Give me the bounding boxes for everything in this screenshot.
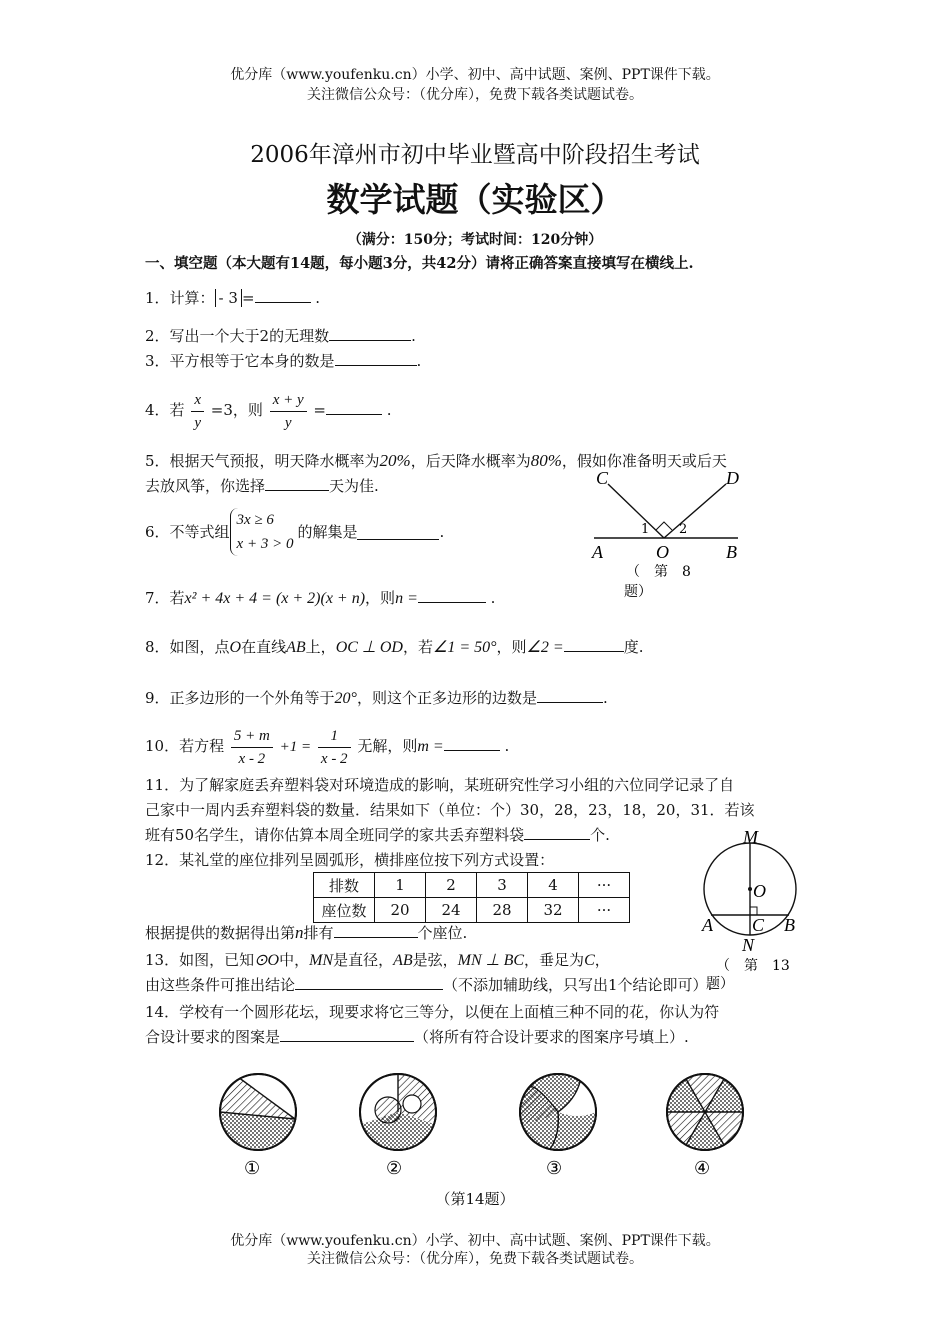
- q2-text: 2．写出一个大于2的无理数: [145, 327, 330, 345]
- question-12-tail: 根据提供的数据得出第n排有 个座位.: [145, 923, 468, 942]
- q3-answer-blank[interactable]: [335, 351, 417, 366]
- q1-abs: - 3: [215, 289, 242, 307]
- question-14-line-2: 合设计要求的图案是 （将所有符合设计要求的图案序号填上）.: [145, 1028, 689, 1046]
- q2-answer-blank[interactable]: [329, 326, 411, 341]
- footer-line-2: 关注微信公众号：（优分库），免费下载各类试题试卷。: [307, 1251, 643, 1267]
- pattern-label-2: ②: [386, 1158, 403, 1179]
- label-o: O: [753, 881, 766, 901]
- q5-prob-2: 80%: [530, 451, 562, 470]
- exam-subject: 数学试题（实验区）: [326, 180, 624, 219]
- label-o: O: [656, 542, 669, 562]
- angle-1-label: 1: [641, 522, 650, 537]
- fig13-caption-1: （ 第 13: [716, 958, 790, 974]
- pattern-label-1: ①: [244, 1158, 261, 1179]
- q8-answer-blank[interactable]: [564, 637, 624, 652]
- question-9: 9．正多边形的一个外角等于20°，则这个正多边形的边数是 .: [145, 689, 608, 707]
- q11-answer-blank[interactable]: [524, 825, 590, 840]
- q1-post: =: [241, 289, 255, 307]
- q6-answer-blank[interactable]: [357, 525, 439, 540]
- label-c: C: [752, 915, 765, 935]
- q12-answer-blank[interactable]: [334, 923, 418, 938]
- question-6: 6．不等式组 3x ≥ 6 x + 3 > 0 的解集是 .: [145, 508, 444, 556]
- question-12-intro: 12．某礼堂的座位排列呈圆弧形，横排座位按下列方式设置：: [145, 851, 555, 869]
- q10-answer-blank[interactable]: [444, 736, 500, 751]
- q5-prob-1: 20%: [379, 451, 411, 470]
- table-row: 座位数 20 24 28 32 ···: [314, 898, 630, 923]
- question-3: [145, 351, 421, 371]
- q7-answer-blank[interactable]: [418, 588, 486, 603]
- fig8-caption-2: 题）: [624, 584, 652, 600]
- q4-answer-blank[interactable]: [326, 400, 382, 415]
- pattern-4: [667, 1074, 743, 1150]
- q1-pre: 1．计算：: [145, 289, 215, 307]
- q10-fraction-1: $\frac{5 + m}{x - 2}$: [231, 725, 273, 770]
- question-5-line-2: 去放风筝，你选择 天为佳.: [145, 477, 379, 495]
- table-row: 排数 1 2 3 4 ···: [314, 873, 630, 898]
- question-13-line-1: 13．如图，已知⊙O中，MN是直径，AB是弦，MN ⊥ BC，垂足为C，: [145, 951, 610, 969]
- question-10: 10．若方程 $\frac{5 + m}{x - 2}$ +1 = $\frac{1}{x - 2}$ 无解，则m = .: [145, 722, 509, 771]
- question-13-line-2: 由这些条件可推出结论 （不添加辅助线，只写出1个结论即可）.: [145, 976, 713, 994]
- fig14-caption: （第14题）: [435, 1190, 515, 1208]
- q1-end: .: [315, 289, 321, 307]
- label-a: A: [592, 542, 603, 562]
- q2-end: .: [411, 327, 416, 345]
- section-heading: 一、填空题（本大题有14题，每小题3分，共42分）请将正确答案直接填写在横线上.: [145, 255, 694, 272]
- q12-seat-table: [313, 872, 630, 923]
- label-b: B: [784, 915, 795, 935]
- q13-answer-blank[interactable]: [295, 975, 443, 990]
- exam-info: （满分：150分；考试时间：120分钟）: [347, 232, 603, 248]
- label-m: M: [743, 827, 758, 847]
- q3-end: .: [416, 352, 422, 370]
- fig8-caption-1: （ 第 8: [626, 564, 691, 580]
- q1-answer-blank[interactable]: [255, 288, 311, 303]
- question-2: [145, 326, 416, 346]
- q9-answer-blank[interactable]: [537, 688, 603, 703]
- question-4: [145, 386, 392, 434]
- header-line-1: 优分库（www.youfenku.cn）小学、初中、高中试题、案例、PPT课件下载。: [230, 67, 720, 83]
- figure-q8: [586, 466, 746, 602]
- pattern-3: [520, 1074, 596, 1150]
- question-5-line-1: 5．根据天气预报，明天降水概率为20%，后天降水概率为80%，假如你准备明天或后天: [145, 451, 727, 470]
- footer-line-1: 优分库（www.youfenku.cn）小学、初中、高中试题、案例、PPT课件下载。: [230, 1233, 720, 1249]
- q4-pre: 4．若: [145, 401, 185, 419]
- pattern-label-3: ③: [546, 1158, 563, 1179]
- q6-inequality-system: 3x ≥ 6 x + 3 > 0: [230, 508, 298, 556]
- question-8: 8．如图，点O在直线AB上，OC ⊥ OD，若∠1 = 50°，则∠2 = 度.: [145, 638, 644, 656]
- q10-fraction-2: $\frac{1}{x - 2}$: [318, 725, 351, 770]
- label-a: A: [702, 915, 713, 935]
- label-d: D: [726, 468, 739, 488]
- question-11-line-3: 班有50名学生，请你估算本周全班同学的家共丢弃塑料袋 个.: [145, 826, 610, 844]
- q14-answer-blank[interactable]: [280, 1027, 414, 1042]
- question-1: [145, 288, 320, 308]
- pattern-1: [220, 1074, 296, 1150]
- q4-fraction-1: $\frac{x}{y}$: [191, 389, 204, 434]
- q4-mid: =3，则: [210, 401, 263, 419]
- q4-eq: =: [313, 401, 326, 419]
- pattern-label-4: ④: [694, 1158, 711, 1179]
- header-line-2: 关注微信公众号：（优分库），免费下载各类试题试卷。: [307, 87, 643, 103]
- question-11-line-2: 己家中一周内丢弃塑料袋的数量．结果如下（单位：个）30，28，23，18，20，31．若该: [145, 801, 755, 819]
- fig13-caption-2: 题）: [706, 976, 734, 990]
- q4-fraction-2: $\frac{x + y}{y}$: [270, 389, 307, 434]
- q7-expression: x² + 4x + 4 = (x + 2)(x + n): [184, 590, 366, 607]
- pattern-2: [360, 1074, 436, 1150]
- q5-answer-blank[interactable]: [265, 476, 329, 491]
- question-7: 7．若x² + 4x + 4 = (x + 2)(x + n)，则n = .: [145, 589, 496, 607]
- q3-text: 3．平方根等于它本身的数是: [145, 352, 335, 370]
- angle-2-label: 2: [679, 522, 688, 537]
- figure-q13: [696, 825, 816, 990]
- label-b: B: [726, 542, 737, 562]
- q4-end: .: [386, 401, 392, 419]
- label-c: C: [596, 468, 609, 488]
- question-14-line-1: 14．学校有一个圆形花坛，现要求将它三等分，以便在上面植三种不同的花，你认为符: [145, 1003, 720, 1021]
- question-11-line-1: 11．为了解家庭丢弃塑料袋对环境造成的影响，某班研究性学习小组的六位同学记录了自: [145, 776, 735, 794]
- label-n: N: [742, 935, 755, 955]
- exam-title: 2006年漳州市初中毕业暨高中阶段招生考试: [250, 142, 700, 168]
